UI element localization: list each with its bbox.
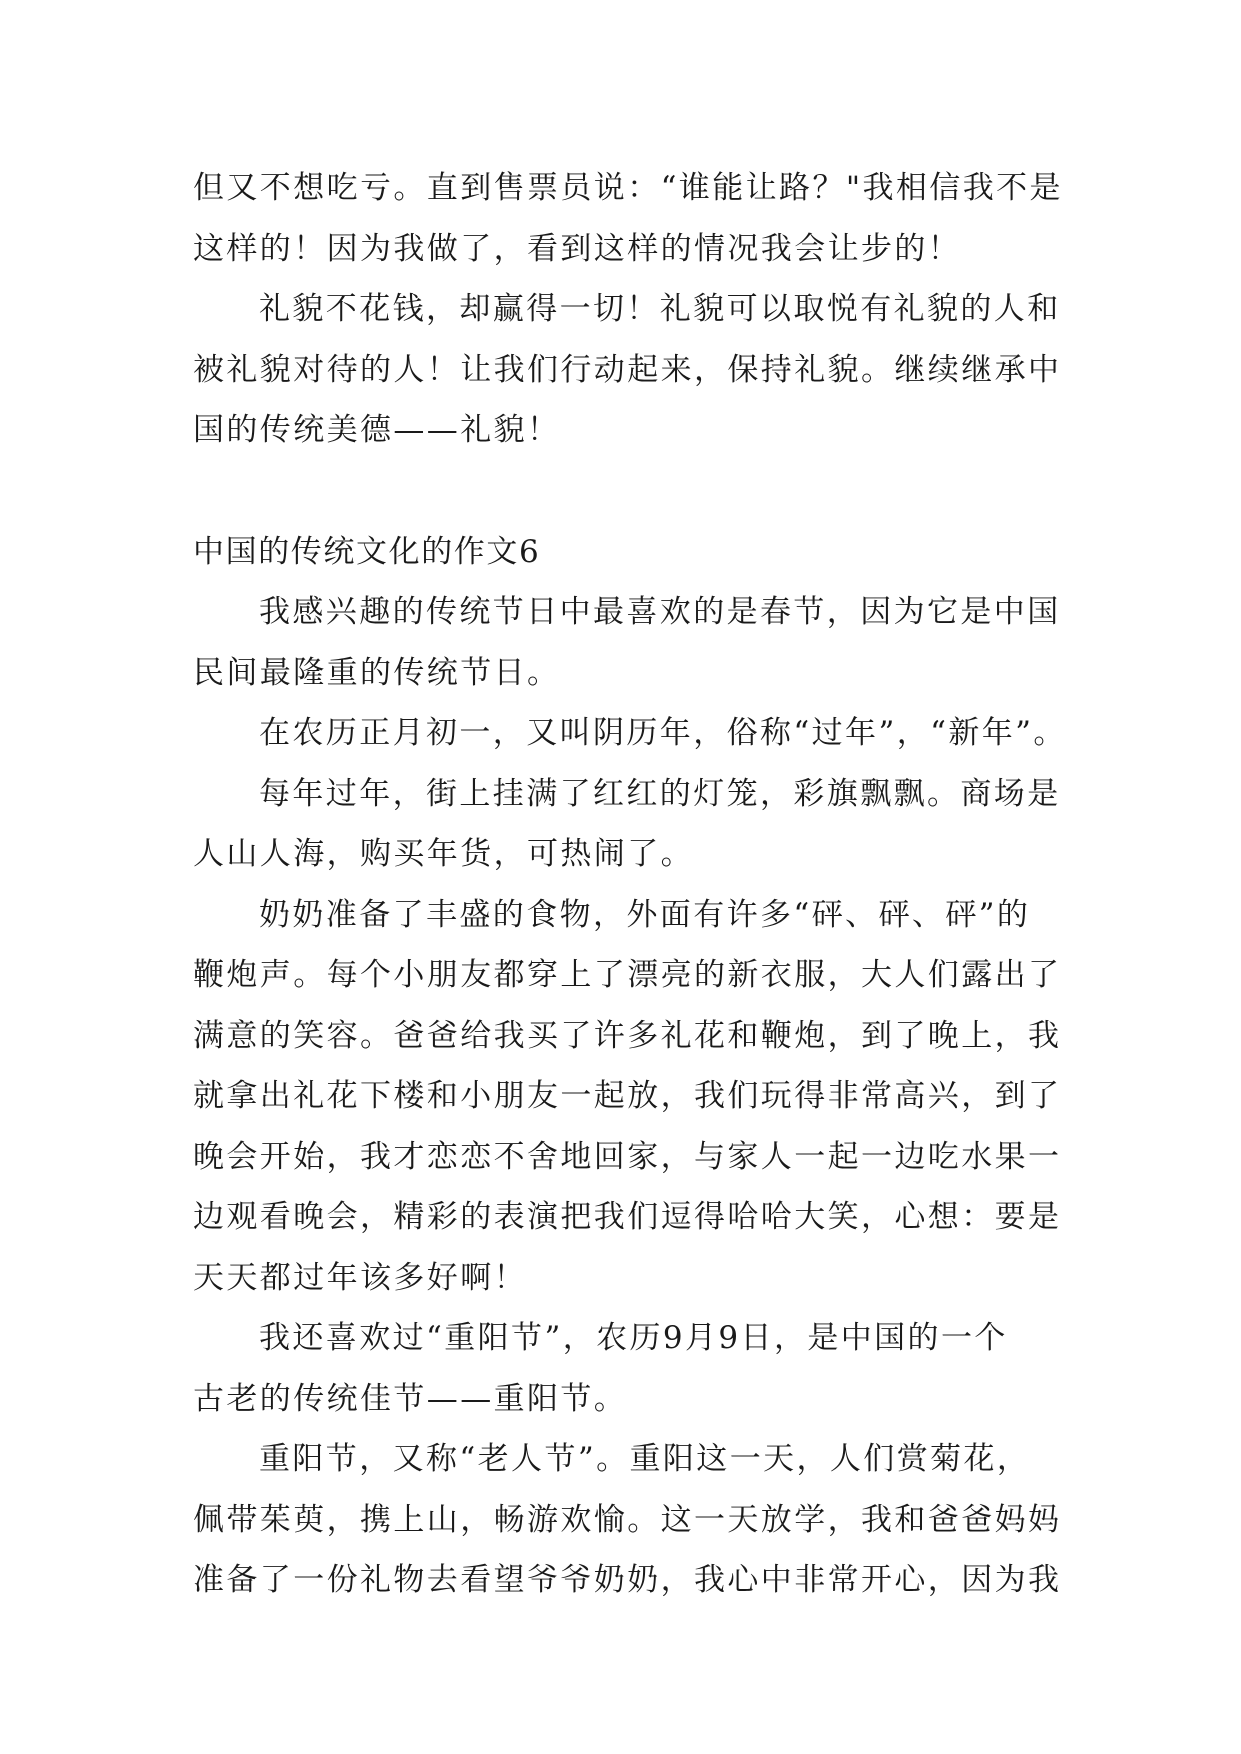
paragraph <box>193 703 1067 764</box>
text-line: 佩带茱萸，携上山，畅游欢愉。这一天放学，我和爸爸妈妈 <box>193 1501 1062 1538</box>
text-line: 天天都过年该多好啊！ <box>193 1259 527 1296</box>
text-line: 古老的传统佳节——重阳节。 <box>193 1380 628 1417</box>
text-line: 重阳节，又称“老人节”。重阳这一天，人们赏菊花， <box>259 1441 1031 1477</box>
text-line: 每年过年，街上挂满了红红的灯笼，彩旗飘飘。商场是 <box>259 775 1061 812</box>
text-line: 在农历正月初一，又叫阴历年，俗称“过年”，“新年”。 <box>259 715 1067 751</box>
text-line: 准备了一份礼物去看望爷爷奶奶，我心中非常开心，因为我 <box>193 1562 1062 1598</box>
document-page <box>193 158 1067 1611</box>
text-line: 我还喜欢过“重阳节”，农历9月9日，是中国的一个 <box>259 1320 1008 1356</box>
section-heading: 中国的传统文化的作文6 <box>193 533 541 570</box>
paragraph <box>193 1429 1062 1611</box>
text-line: 就拿出礼花下楼和小朋友一起放，我们玩得非常高兴，到了 <box>193 1078 1062 1114</box>
paragraph <box>193 764 1061 885</box>
paragraph <box>193 279 1062 461</box>
text-line: 边观看晚会，精彩的表演把我们逗得哈哈大笑，心想：要是 <box>193 1199 1062 1235</box>
text-line: 这样的！因为我做了，看到这样的情况我会让步的！ <box>193 230 962 267</box>
text-line: 满意的笑容。爸爸给我买了许多礼花和鞭炮，到了晚上，我 <box>193 1017 1062 1054</box>
text-line: 被礼貌对待的人！让我们行动起来，保持礼貌。继续继承中 <box>193 351 1062 388</box>
text-line: 但又不想吃亏。直到售票员说：“谁能让路？"我相信我不是 <box>193 170 1063 206</box>
text-line: 奶奶准备了丰盛的食物，外面有许多“砰、砰、砰”的 <box>259 896 1031 933</box>
paragraph <box>193 885 1062 1309</box>
text-line: 民间最隆重的传统节日。 <box>193 654 561 691</box>
paragraph <box>193 1308 1055 1429</box>
paragraph <box>193 158 1063 279</box>
text-line: 人山人海，购买年货，可热闹了。 <box>193 836 694 872</box>
text-line: 礼貌不花钱，却赢得一切！礼貌可以取悦有礼貌的人和 <box>259 291 1061 327</box>
text-line: 国的传统美德——礼貌！ <box>193 412 561 448</box>
text-line: 我感兴趣的传统节日中最喜欢的是春节，因为它是中国 <box>259 594 1061 630</box>
text-line: 晚会开始，我才恋恋不舍地回家，与家人一起一边吃水果一 <box>193 1138 1062 1175</box>
paragraph <box>193 582 1061 703</box>
text-line: 鞭炮声。每个小朋友都穿上了漂亮的新衣服，大人们露出了 <box>193 957 1062 993</box>
